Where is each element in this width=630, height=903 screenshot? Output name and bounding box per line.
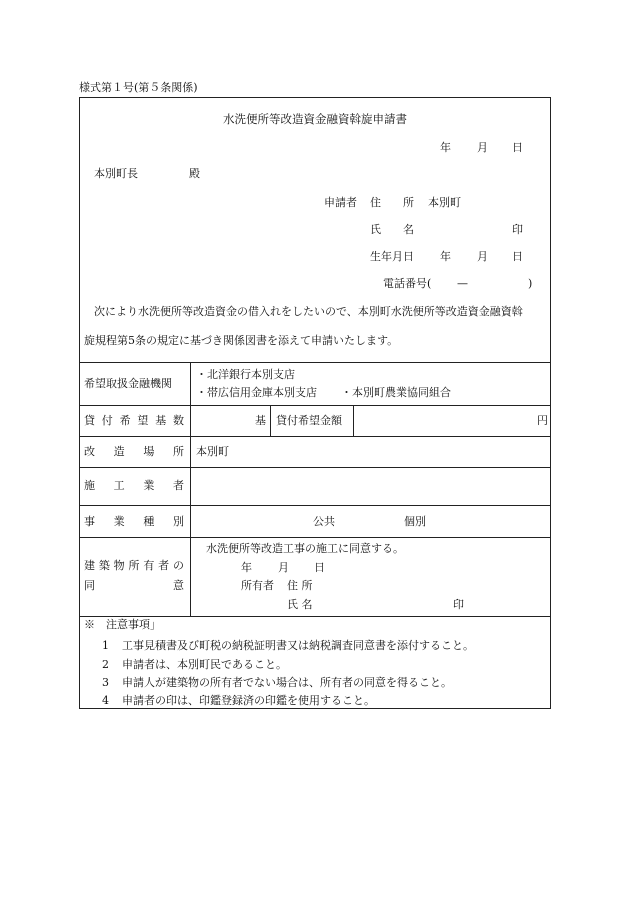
project-type-label: 事 業 種 別: [84, 515, 184, 528]
note-number: 2: [102, 658, 109, 671]
loan-count-unit: 基: [255, 414, 266, 427]
bank-option-3[interactable]: ・本別町農業協同組合: [341, 386, 451, 399]
location-value[interactable]: 本別町: [196, 445, 229, 458]
loan-amount-label: 貸付希望金額: [276, 414, 342, 427]
applicant-phone-label: 電話番号(: [383, 277, 432, 290]
notes-heading: ※ 注意事項」: [84, 618, 161, 631]
applicant-phone-dash: —: [457, 277, 468, 290]
row-divider: [79, 405, 551, 406]
row-divider: [79, 362, 551, 363]
applicant-name-label: 氏 名: [370, 223, 414, 236]
owner-label: 所有者: [241, 579, 274, 592]
project-type-public[interactable]: 公共: [313, 515, 335, 528]
note-text: 工事見積書及び町税の納税証明書又は納税調査同意書を添付すること。: [122, 639, 474, 652]
form-title: 水洗便所等改造資金融資斡旋申請書: [223, 112, 407, 126]
bank-option-1[interactable]: ・北洋銀行本別支店: [196, 368, 295, 381]
note-text: 申請者の印は、印鑑登録済の印鑑を使用すること。: [122, 694, 375, 707]
applicant-address-value[interactable]: 本別町: [428, 196, 461, 209]
note-number: 3: [102, 676, 109, 689]
location-label: 改 造 場 所: [84, 445, 184, 458]
owner-consent-label-2: 同 意: [84, 579, 184, 592]
applicant-dob-month: 月: [477, 250, 488, 263]
bank-label: 希望取扱金融機関: [84, 377, 172, 390]
loan-count-label: 貸 付 希 望 基 数: [84, 414, 184, 427]
owner-seal: 印: [453, 598, 464, 611]
form-number: 様式第１号(第５条関係): [79, 81, 198, 94]
row-divider: [79, 505, 551, 506]
applicant-dob-label: 生年月日: [370, 250, 414, 263]
loan-divider: [353, 405, 354, 436]
note-text: 申請者は、本別町民であること。: [122, 658, 287, 671]
owner-consent-label-1: 建 築 物 所 有 者 の: [84, 559, 184, 572]
contractor-label: 施 工 業 者: [84, 479, 184, 492]
row-divider: [79, 436, 551, 437]
applicant-phone-close: ): [528, 277, 533, 290]
addressee-honorific: 殿: [189, 167, 200, 180]
body-text-line-1: 次により水洗便所等改造資金の借入れをしたいので、本別町水洗便所等改造資金融資斡: [94, 305, 523, 318]
date-month: 月: [477, 141, 488, 154]
owner-consent-month: 月: [278, 561, 289, 574]
body-text-line-2: 旋規程第5条の規定に基づき関係図書を添えて申請いたします。: [84, 334, 399, 347]
date-day: 日: [512, 141, 523, 154]
applicant-dob-year: 年: [440, 250, 451, 263]
project-type-private[interactable]: 個別: [404, 515, 426, 528]
applicant-seal: 印: [512, 223, 523, 236]
row-divider: [79, 537, 551, 538]
owner-address-label: 住 所: [287, 579, 313, 592]
applicant-address-label: 住 所: [370, 196, 414, 209]
addressee-name: 本別町長: [94, 167, 138, 180]
note-number: 1: [102, 639, 109, 652]
row-divider: [79, 616, 551, 617]
owner-consent-year: 年: [241, 561, 252, 574]
row-divider: [79, 467, 551, 468]
owner-consent-statement: 水洗便所等改造工事の施工に同意する。: [206, 542, 404, 555]
date-year: 年: [440, 141, 451, 154]
applicant-dob-day: 日: [512, 250, 523, 263]
note-number: 4: [102, 694, 109, 707]
applicant-label: 申請者: [324, 196, 357, 209]
owner-name-label: 氏 名: [287, 598, 313, 611]
label-column-divider: [190, 362, 191, 616]
loan-amount-unit: 円: [537, 414, 548, 427]
loan-divider: [270, 405, 271, 436]
bank-option-2[interactable]: ・帯広信用金庫本別支店: [196, 386, 317, 399]
owner-consent-day: 日: [314, 561, 325, 574]
note-text: 申請人が建築物の所有者でない場合は、所有者の同意を得ること。: [122, 676, 452, 689]
